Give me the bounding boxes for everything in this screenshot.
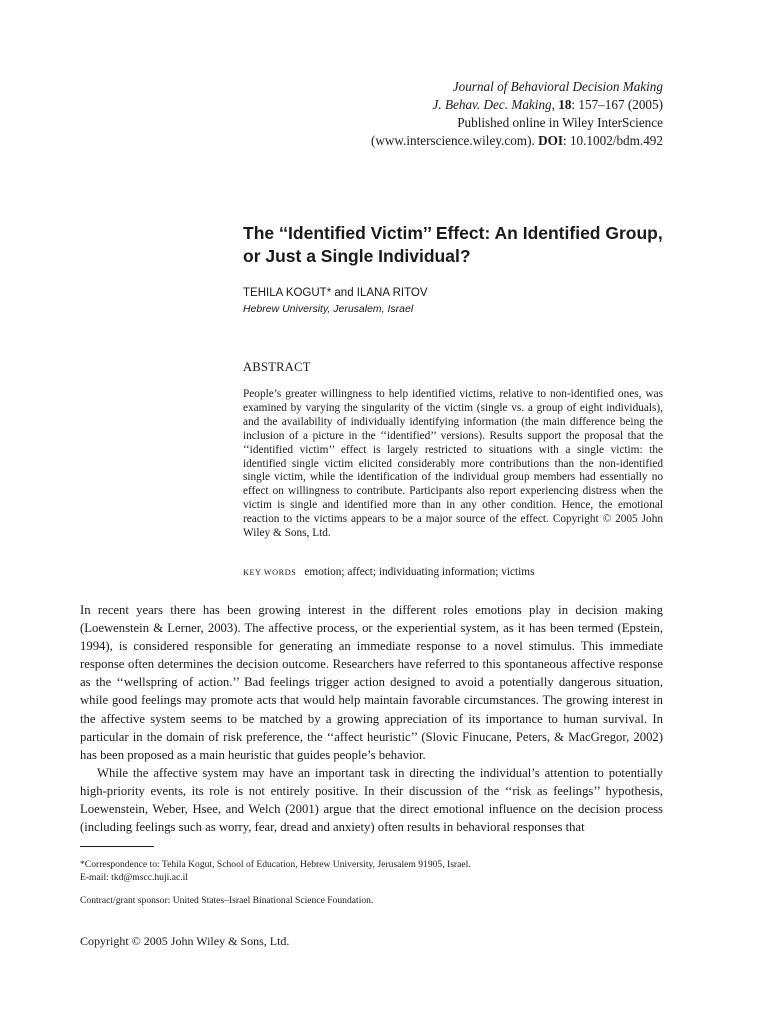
citation-separator: , — [551, 97, 559, 112]
doi-label: DOI — [538, 133, 563, 148]
journal-name: Journal of Behavioral Decision Making — [452, 79, 663, 94]
abstract-heading: ABSTRACT — [243, 360, 311, 374]
body-paragraph-1: In recent years there has been growing interest in the different roles emotions play in decision making (Loewenstein & Lerner, 2003). The affective process, or the experiential system, as it has been termed (Epstein, 1994), is considered responsible for generating an immediate response to a novel stimulus. This immediate response often determines the decision outcome. Researchers have referred to this spontaneous affective response as the ‘‘wellspring of action.’’ Bad feelings trigger action designed to avoid a potentially dangerous situation, while good feelings may promote acts that would help maintain favorable circumstances. The growing interest in the affective system seems to be matched by a growing appreciation of its importance to human survival. In particular in the domain of risk preference, the ‘‘affect heuristic’’ (Slovic Finucane, Peters, & MacGregor, 2002) has been proposed as a main heuristic that guides people’s behavior. — [80, 603, 663, 762]
author-kogut: TEHILA KOGUT — [243, 287, 327, 299]
abstract-text: People’s greater willingness to help identified victims, relative to non-identified ones, was examined by varying the singularity of the victim (single vs. a group of eight individuals), and the availability of individually identifying information (the main difference being the inclusion of a picture in the ‘‘identified’’ versions). Results support the proposal that the ‘‘identified victim’’ effect is largely restricted to situations with a single victim: the identified single victim elicited considerably more contributions than the non-identified single victim, while the identification of the individual group members had essentially no effect on willingness to contribute. Participants also report experiencing distress when the victim is single and identified more than in any other condition. Hence, the emotional reaction to the victims appears to be a major source of the effect. Copyright © 2005 John Wiley & Sons, Ltd. — [243, 388, 663, 540]
correspondence-mark: * — [326, 287, 332, 299]
footnote-grant: Contract/grant sponsor: United States–Israel Binational Science Foundation. — [80, 895, 374, 906]
journal-abbrev: J. Behav. Dec. Making — [432, 97, 552, 112]
doi-value: : 10.1002/bdm.492 — [562, 133, 663, 148]
journal-citation — [371, 96, 663, 114]
keywords — [243, 565, 534, 580]
journal-published: Published online in Wiley InterScience — [457, 115, 663, 130]
footnote-correspondence — [80, 858, 663, 884]
keywords-label: KEY WORDS — [243, 568, 297, 577]
footnote-rule — [80, 846, 154, 847]
author-join: and — [331, 287, 357, 299]
page-copyright: Copyright © 2005 John Wiley & Sons, Ltd. — [80, 934, 290, 948]
journal-pages-year: : 157–167 (2005) — [571, 97, 663, 112]
correspondence-text: *Correspondence to: Tehila Kogut, School of Education, Hebrew University, Jerusalem 91905, Israel. — [80, 859, 471, 870]
journal-site: (www.interscience.wiley.com). — [370, 133, 539, 148]
email-text: E-mail: tkd@mscc.huji.ac.il — [80, 872, 188, 883]
author-ritov: ILANA RITOV — [356, 287, 428, 299]
body-text — [80, 601, 663, 836]
authors — [243, 285, 428, 301]
journal-doi-line — [371, 132, 663, 150]
journal-volume: 18 — [558, 97, 572, 112]
body-paragraph-2: While the affective system may have an important task in directing the individual’s attention to potentially high-priority events, its role is not entirely positive. In their discussion of the ‘‘risk as feelings’’ hypothesis, Loewenstein, Weber, Hsee, and Welch (2001) argue that the direct emotional influence on the decision process (including feelings such as worry, fear, dread and anxiety) often results in behavioral responses that — [80, 765, 663, 835]
affiliation: Hebrew University, Jerusalem, Israel — [243, 303, 414, 315]
journal-header — [371, 78, 663, 150]
keywords-list: emotion; affect; individuating information; victims — [304, 566, 535, 578]
article-title: The ‘‘Identified Victim’’ Effect: An Identified Group, or Just a Single Individual? — [243, 223, 663, 266]
